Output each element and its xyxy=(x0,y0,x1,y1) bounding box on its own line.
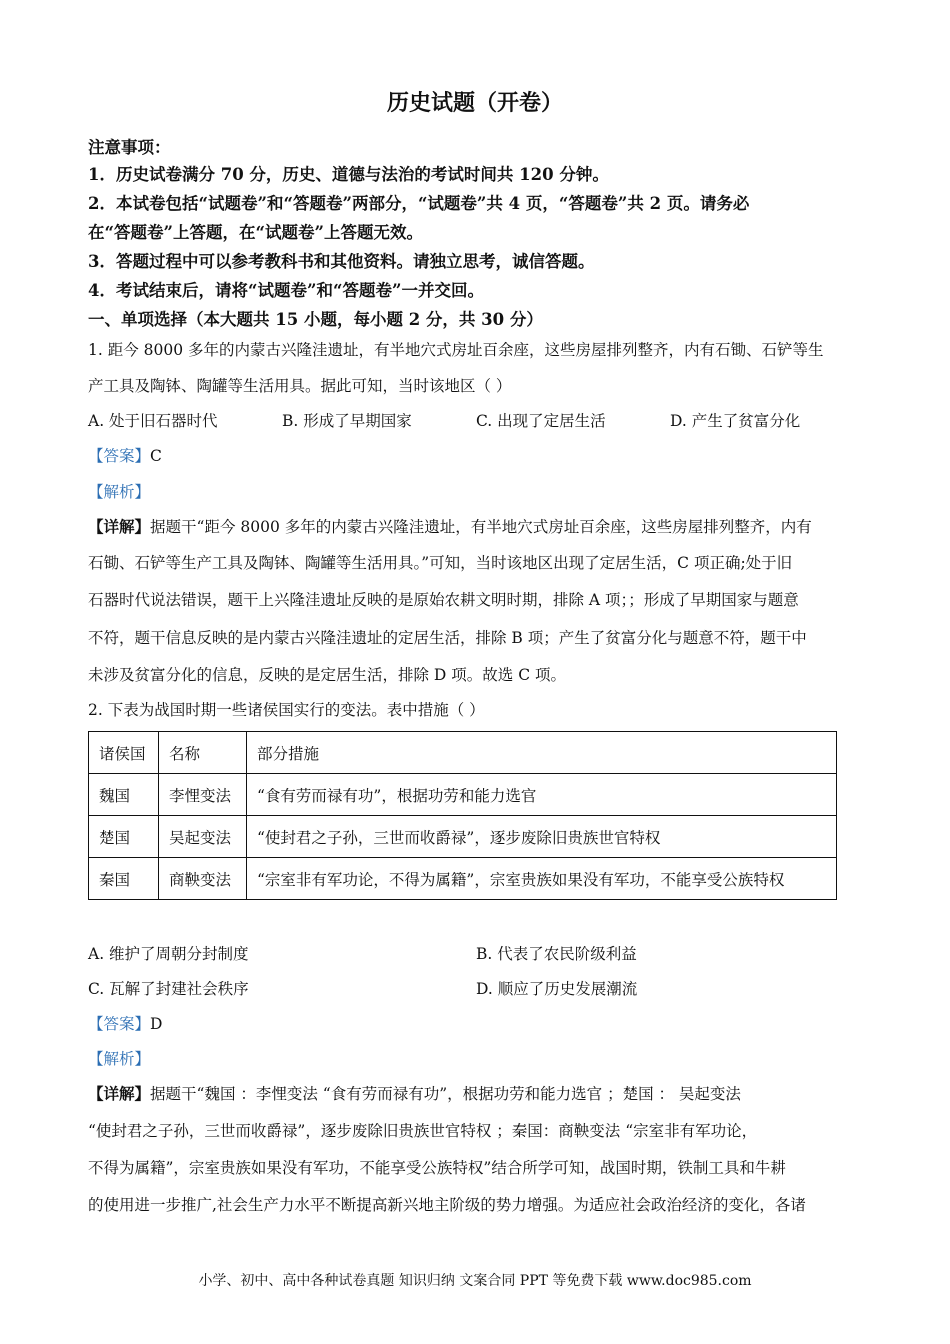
detail-line xyxy=(88,1082,741,1104)
detail-tag: 【详解】 xyxy=(88,517,151,536)
question-stem: 产工具及陶钵、陶罐等生活用具。据此可知，当时该地区（ ） xyxy=(88,377,512,395)
table-cell: 秦国 xyxy=(89,858,159,900)
notice-item: 4．考试结束后，请将“试题卷”和“答题卷”一并交回。 xyxy=(88,281,484,300)
table-cell: 魏国 xyxy=(89,774,159,816)
notice-item: 1．历史试卷满分 70 分，历史、道德与法治的考试时间共 120 分钟。 xyxy=(88,165,609,184)
analysis-tag: 【解析】 xyxy=(88,483,151,501)
option-b: B. 形成了早期国家 xyxy=(282,412,412,430)
table-cell: 李悝变法 xyxy=(159,774,247,816)
option-d: D. 产生了贫富分化 xyxy=(670,412,801,430)
answer-value: C xyxy=(150,447,162,465)
question-stem: 2. 下表为战国时期一些诸侯国实行的变法。表中措施（ ） xyxy=(88,701,485,719)
table-header: 部分措施 xyxy=(247,732,837,774)
detail-line: 的使用进一步推广,社会生产力水平不断提高新兴地主阶级的势力增强。为适应社会政治经济的变化，各诸 xyxy=(88,1196,806,1214)
notice-item: 2．本试卷包括“试题卷”和“答题卷”两部分，“试题卷”共 4 页，“答题卷”共 2 页。请务必 xyxy=(88,194,750,213)
table-cell: “食有劳而禄有功”，根据功劳和能力选官 xyxy=(247,774,837,816)
option-a: A. 维护了周朝分封制度 xyxy=(88,945,249,963)
analysis-tag: 【解析】 xyxy=(88,1050,151,1068)
answer-tag: 【答案】 xyxy=(88,447,151,465)
detail-text: 据题干“距今 8000 多年的内蒙古兴隆洼遗址，有半地穴式房址百余座，这些房屋排列整齐，内有 xyxy=(150,518,812,536)
notice-heading: 注意事项： xyxy=(88,138,171,157)
table-header: 名称 xyxy=(159,732,247,774)
option-c: C. 瓦解了封建社会秩序 xyxy=(88,980,249,998)
detail-line xyxy=(88,515,812,537)
table-row xyxy=(89,858,837,900)
section-heading: 一、单项选择（本大题共 15 小题，每小题 2 分，共 30 分） xyxy=(88,310,543,329)
table-header-row xyxy=(89,732,837,774)
notice-item: 在“答题卷”上答题，在“试题卷”上答题无效。 xyxy=(88,223,423,242)
detail-line: 不符，题干信息反映的是内蒙古兴隆洼遗址的定居生活，排除 B 项；产生了贫富分化与题意不符，题干中 xyxy=(88,629,807,647)
detail-line: 石器时代说法错误，题干上兴隆洼遗址反映的是原始农耕文明时期，排除 A 项；；形成了早期国家与题意 xyxy=(88,591,799,609)
detail-tag: 【详解】 xyxy=(88,1084,151,1103)
table-cell: 吴起变法 xyxy=(159,816,247,858)
reform-table xyxy=(88,731,837,900)
detail-line: 未涉及贫富分化的信息，反映的是定居生活，排除 D 项。故选 C 项。 xyxy=(88,666,566,684)
table-cell: “宗室非有军功论，不得为属籍”，宗室贵族如果没有军功，不能享受公族特权 xyxy=(247,858,837,900)
option-b: B. 代表了农民阶级利益 xyxy=(476,945,637,963)
table-row xyxy=(89,774,837,816)
page-footer: 小学、初中、高中各种试卷真题 知识归纳 文案合同 PPT 等免费下载 www.doc985.com xyxy=(198,1273,752,1289)
answer-line xyxy=(88,1012,162,1034)
option-c: C. 出现了定居生活 xyxy=(476,412,606,430)
answer-line xyxy=(88,444,162,466)
table-cell: 商鞅变法 xyxy=(159,858,247,900)
table-row xyxy=(89,816,837,858)
detail-line: “使封君之子孙，三世而收爵禄”，逐步废除旧贵族世官特权 ；秦国：商鞅变法 “宗室非有军功论， xyxy=(88,1122,758,1140)
option-a: A. 处于旧石器时代 xyxy=(88,412,218,430)
detail-line: 不得为属籍”，宗室贵族如果没有军功，不能享受公族特权”结合所学可知，战国时期，铁制工具和牛耕 xyxy=(88,1159,786,1177)
table-header: 诸侯国 xyxy=(89,732,159,774)
answer-value: D xyxy=(150,1015,163,1033)
detail-line: 石锄、石铲等生产工具及陶钵、陶罐等生活用具。”可知，当时该地区出现了定居生活，C 项正确;处于旧 xyxy=(88,554,793,572)
question-stem: 1. 距今 8000 多年的内蒙古兴隆洼遗址，有半地穴式房址百余座，这些房屋排列整齐，内有石锄、石铲等生 xyxy=(88,341,824,359)
answer-tag: 【答案】 xyxy=(88,1015,151,1033)
page-title: 历史试题（开卷） xyxy=(386,90,563,116)
notice-item: 3．答题过程中可以参考教科书和其他资料。请独立思考，诚信答题。 xyxy=(88,252,595,271)
detail-text: 据题干“魏国 ：李悝变法 “食有劳而禄有功”，根据功劳和能力选官 ；楚国 ： 吴起变法 xyxy=(150,1085,741,1103)
table-cell: 楚国 xyxy=(89,816,159,858)
table-cell: “使封君之子孙，三世而收爵禄”，逐步废除旧贵族世官特权 xyxy=(247,816,837,858)
option-d: D. 顺应了历史发展潮流 xyxy=(476,980,638,998)
